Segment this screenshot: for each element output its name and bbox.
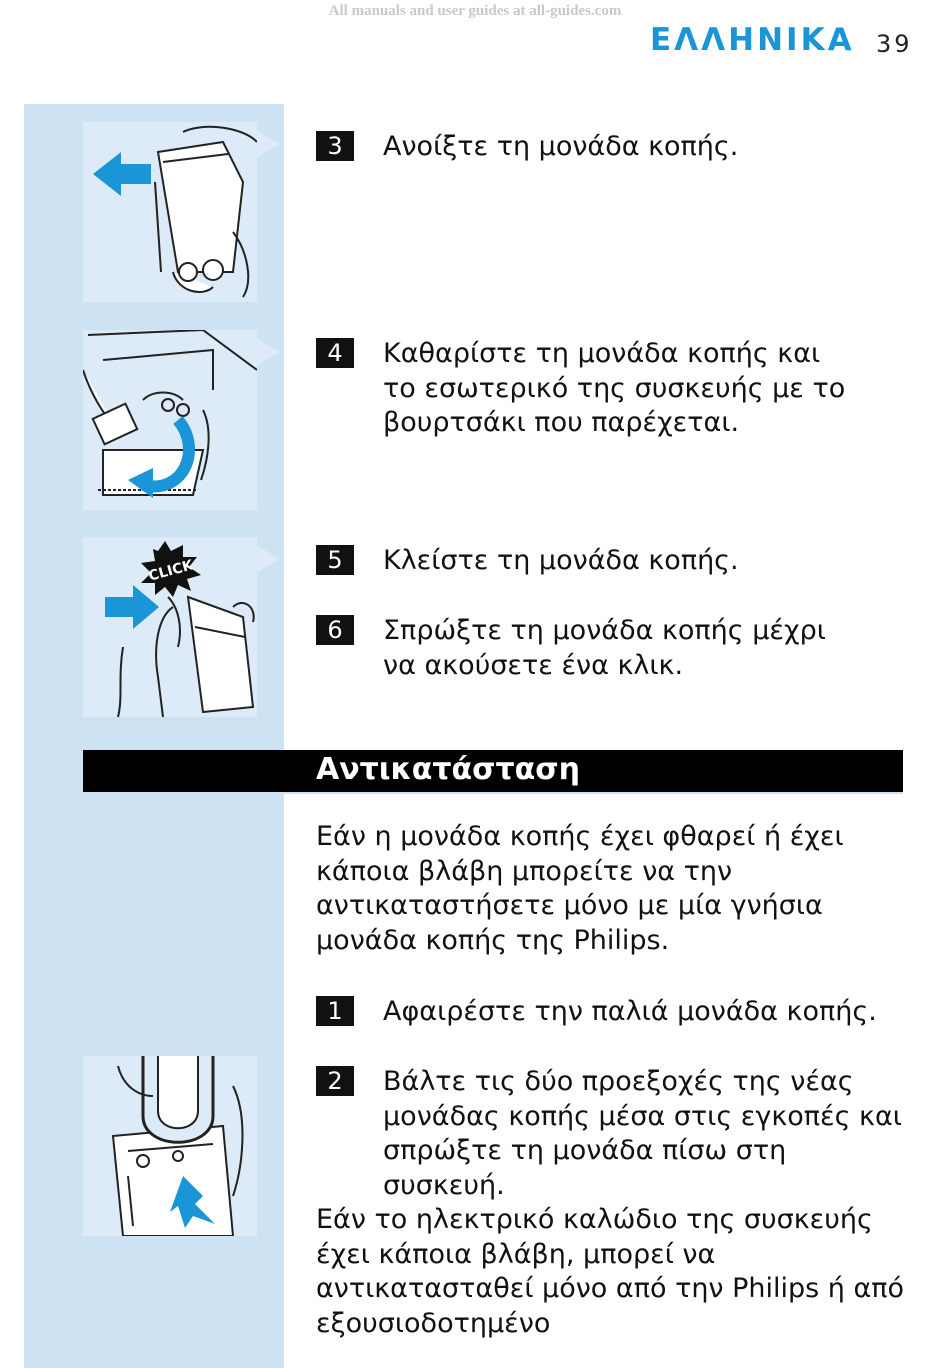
notch: [257, 130, 279, 158]
illustration-cleaning-brush: [83, 330, 257, 510]
step-text: Κλείστε τη μονάδα κοπής.: [383, 545, 739, 576]
step-text: Σπρώξτε τη μονάδα κοπής μέχρι να ακούσετε ένα κλικ.: [383, 615, 826, 681]
section-heading: Αντικατάσταση: [316, 752, 581, 787]
step-number: 4: [316, 338, 354, 368]
step-text: Βάλτε τις δύο προεξοχές της νέας μονάδας κοπής μέσα στις εγκοπές και σπρώξτε τη μονάδα πίσω στη συσκευή.: [383, 1066, 902, 1201]
illustration-click-close: [83, 537, 257, 717]
step-number: 2: [316, 1066, 354, 1096]
page-number: 39: [876, 30, 913, 58]
step-number: 3: [316, 131, 354, 161]
step-number: 5: [316, 545, 354, 575]
arrow-right-icon: [105, 585, 159, 629]
watermark: All manuals and user guides at all-guides.com: [328, 3, 622, 19]
step-number: 6: [316, 615, 354, 645]
step-text: Ανοίξτε τη μονάδα κοπής.: [383, 131, 739, 162]
illustration-open-cutter: [83, 122, 257, 302]
section-heading-bar: [83, 750, 903, 794]
step-number: 1: [316, 996, 354, 1026]
arrow-left-icon: [93, 152, 151, 196]
intro-paragraph: Εάν η μονάδα κοπής έχει φθαρεί ή έχει κάποια βλάβη μπορείτε να την αντικαταστήσετε μόνο με μία γνήσια μονάδα κοπής της Philips.: [316, 821, 844, 956]
step-text: Καθαρίστε τη μονάδα κοπής και το εσωτερικό της συσκευής με το βουρτσάκι που παρέχεται.: [383, 338, 846, 438]
notch: [257, 545, 279, 573]
closing-paragraph: Εάν το ηλεκτρικό καλώδιο της συσκευής έχει κάποια βλάβη, μπορεί να αντικατασταθεί μόνο από την Philips ή από εξουσιοδοτημένο: [316, 1204, 905, 1339]
notch: [257, 338, 279, 366]
click-label: CLICK: [146, 557, 196, 585]
illustration-replace-cutter: [83, 1056, 257, 1236]
language-label: ΕΛΛΗΝΙΚΑ: [650, 22, 855, 58]
step-text: Αφαιρέστε την παλιά μονάδα κοπής.: [383, 996, 877, 1027]
